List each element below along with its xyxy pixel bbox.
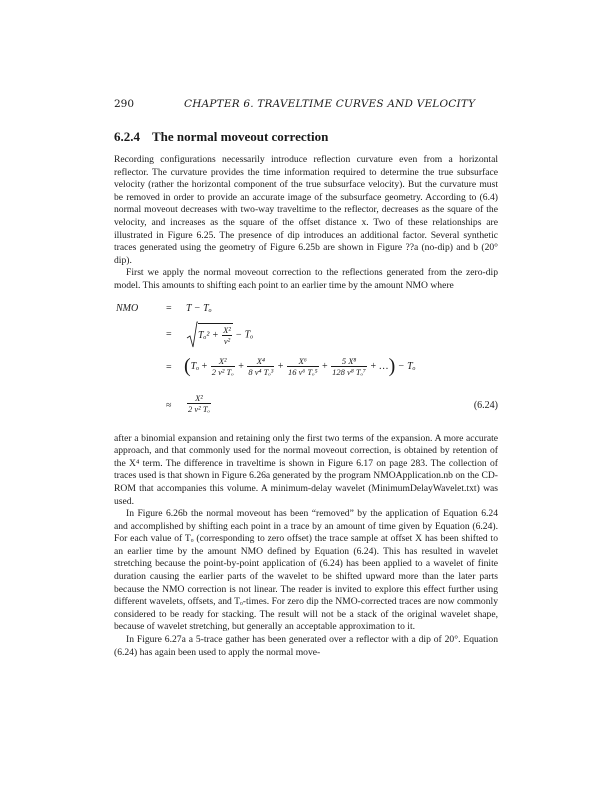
book-page xyxy=(114,98,498,659)
denominator: 2 v² Tₒ xyxy=(211,366,234,377)
page-number: 290 xyxy=(114,98,135,110)
fraction xyxy=(187,393,211,414)
sqrt-expression xyxy=(186,321,253,349)
fraction xyxy=(247,356,274,377)
fraction xyxy=(331,356,367,377)
equals-sign: = xyxy=(166,328,172,340)
equals-sign: = xyxy=(166,361,172,373)
paragraph-figure-627a: In Figure 6.27a a 5-trace gather has been generated over a reflector with a dip of 20°. Equation (6.24) has again been used to apply the normal move- xyxy=(114,634,498,658)
numerator: X⁶ xyxy=(287,356,319,367)
fraction xyxy=(222,325,232,346)
numerator: 5 X⁸ xyxy=(331,356,367,367)
paragraph-figure-626b: In Figure 6.26b the normal moveout has been “removed” by the application of Equation 6.24 and accomplished by shifting each point in a trace by an amount of time given by Equation (6.24). For each value of Tₒ (corresponding to zero offset) the trace sample at offset X has been shifted to an earlier time by the amount NMO defined by Equation (6.24). This has resulted in wavelet stretching because the point-by-point application of (6.24) has been applied to a wavelet of finite duration causing the earlier parts of the wavelet to be shifted upward more than the later parts because the NMO correction is not linear. The reader is invited to explore this effect further using different wavelets, offsets, and Tₒ-times. For zero dip the NMO-corrected traces are now commonly considered to be ready for stacking. The result will not be a stack of the original wavelet shape, because of wavelet stretching, but generally an acceptable approximation to it. xyxy=(114,508,498,633)
nmo-equation xyxy=(114,301,498,425)
numerator: X² xyxy=(223,325,231,336)
left-paren: ( xyxy=(184,354,191,377)
paragraph-binomial: after a binomial expansion and retaining only the first two terms of the expansion. A more accurate approach, and that commonly used for the normal moveout correction, is obtained by retention of the X⁴ term. The difference in traveltime is shown in Figure 6.17 on page 283. The collection of traces used is that shown in Figure 6.26a generated by the program NMOApplication.nb on the CD-ROM that accompanies this volume. A minimum-delay wavelet (MinimumDelayWavelet.txt) was used. xyxy=(114,432,498,507)
denominator: v² xyxy=(223,336,231,347)
paragraph-intro: Recording configurations necessarily introduce reflection curvature even from a horizontal reflector. The curvature provides the time information required to determine the true subsurface velocity (rather the horizontal component of the true subsurface velocity). But the curvature must be removed in order to provide an accurate image of the subsurface geometry. According to (6.4) normal moveout decreases with two-way traveltime to the reflector, decreases as the square of the velocity, and increases as the square of the offset distance x. Two of these relationships are illustrated in Figure 6.25. The presence of dip introduces an additional factor. Several synthetic traces generated using the geometry of Figure 6.25b are shown in Figure ??a (no-dip) and b (20° dip). xyxy=(114,154,498,266)
running-head xyxy=(114,98,498,114)
equation-term: T − Tₒ xyxy=(186,302,212,314)
equation-term: − Tₒ xyxy=(235,328,254,340)
section-number: 6.2.4 xyxy=(114,129,140,144)
denominator: 8 v⁴ Tₒ³ xyxy=(248,366,274,377)
expansion-expression: (Tₒ + $\frac{\text{X²}}{\text{2 v² Tₒ}}$ + $\frac{\text{X⁴}}{\text{8 v⁴ Tₒ³}}$ + $\frac{\text{X⁶}}{\text{16 v⁶ Tₒ⁵}}$ + $\frac{\text{5 X⁸}}{\text{128 v⁸ Tₒ⁷}}$ + …) − Tₒ xyxy=(184,354,416,377)
section-heading xyxy=(114,129,498,145)
equation-lhs: NMO xyxy=(116,302,139,314)
numerator: X² xyxy=(187,393,211,404)
paragraph-nmo-definition: First we apply the normal moveout correction to the reflections generated from the zero-dip model. This amounts to shifting each point to an earlier time by the amount NMO where xyxy=(114,267,498,291)
numerator: X⁴ xyxy=(247,356,274,367)
equals-sign: = xyxy=(166,302,172,314)
approximation-expression xyxy=(186,393,212,414)
fraction xyxy=(211,356,235,377)
numerator: X² xyxy=(211,356,235,367)
equation-term: Tₒ xyxy=(190,360,200,372)
denominator: 16 v⁶ Tₒ⁵ xyxy=(287,366,318,377)
equation-term: − Tₒ xyxy=(397,360,416,372)
denominator: 2 v² Tₒ xyxy=(188,403,210,414)
denominator: 128 v⁸ Tₒ⁷ xyxy=(332,366,367,377)
section-title: The normal moveout correction xyxy=(152,129,329,144)
ellipsis: + … xyxy=(370,360,389,372)
fraction xyxy=(287,356,319,377)
approx-sign: ≈ xyxy=(166,399,172,411)
sqrt-radicand xyxy=(198,323,233,346)
equation-term: Tₒ² + xyxy=(198,329,219,341)
sqrt-symbol-icon xyxy=(186,321,198,349)
equation-number: (6.24) xyxy=(473,399,498,411)
chapter-title: CHAPTER 6. TRAVELTIME CURVES AND VELOCITY xyxy=(184,98,476,110)
right-paren: ) xyxy=(388,354,396,377)
